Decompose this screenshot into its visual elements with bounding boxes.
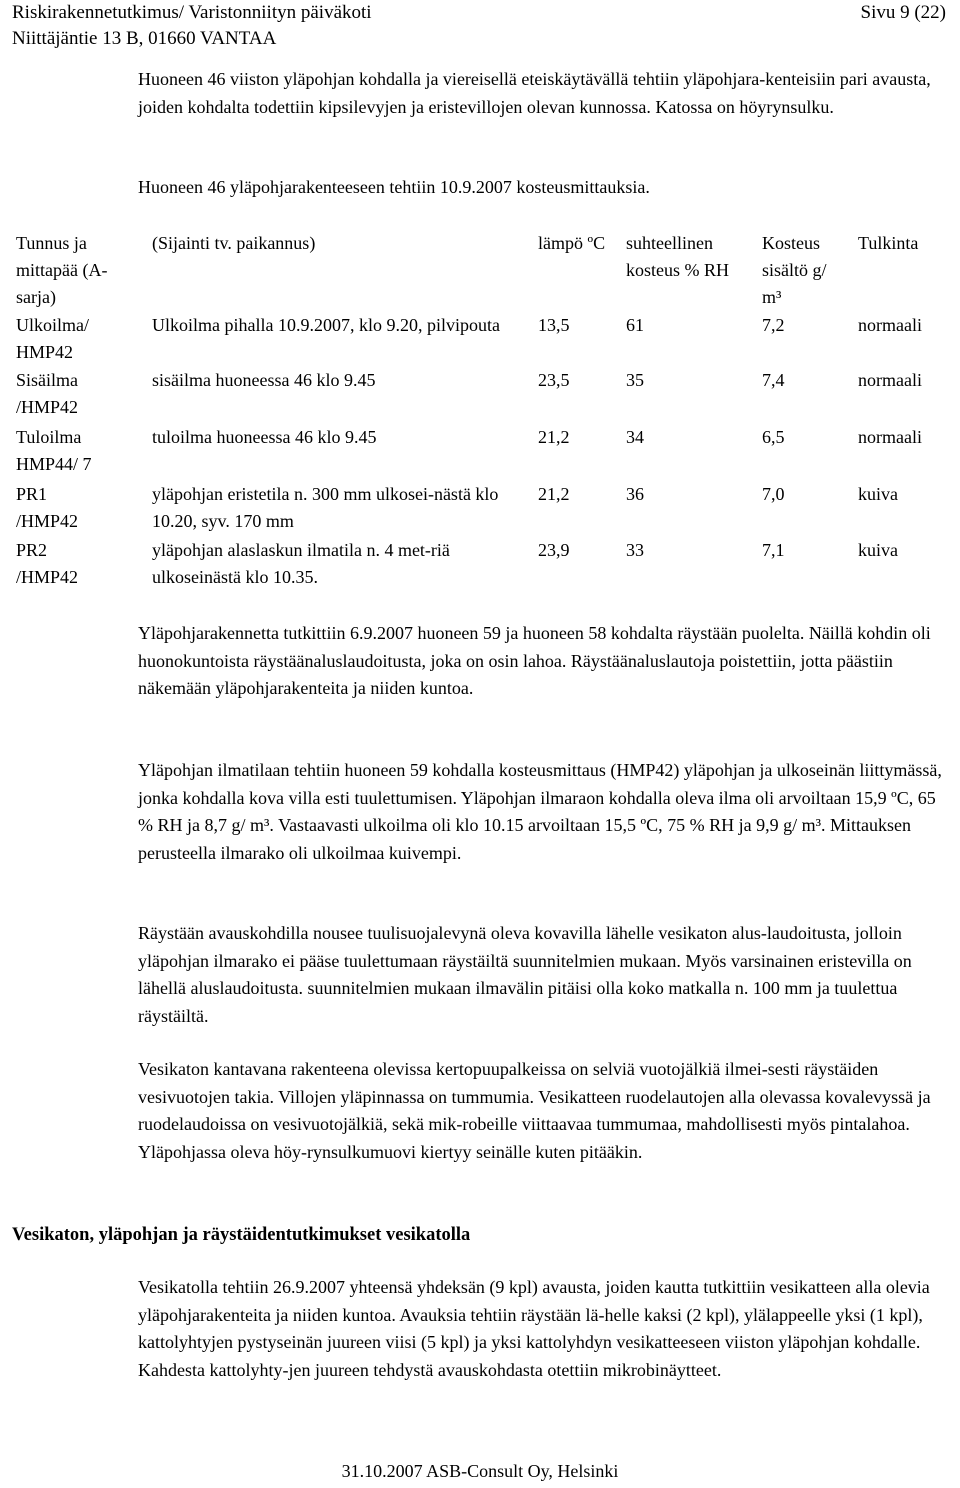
th-content: Kosteus sisältö g/ m³: [762, 233, 827, 307]
row-temp: 23,9: [538, 540, 570, 560]
row-content: 7,0: [762, 484, 785, 504]
paragraph-1: Yläpohjarakennetta tutkittiin 6.9.2007 huoneen 59 ja huoneen 58 kohdalta räystään puolelta. Näillä kohdin oli huonokuntoista räystäänaluslaudoitusta, joka on osin lahoa. Räystäänaluslautoja poistettiin, jotta päästiin näkemään yläpohjarakenteita ja niiden kuntoa.: [138, 623, 931, 698]
row-temp: 23,5: [538, 370, 570, 390]
row-rh: 61: [626, 315, 644, 335]
intro-measurement-note: Huoneen 46 yläpohjarakenteeseen tehtiin 10.9.2007 kosteusmittauksia.: [138, 177, 650, 197]
row-id: PR1 /HMP42: [16, 484, 79, 531]
header-title: Riskirakennetutkimus/ Varistonniityn päiväkoti: [12, 2, 372, 23]
row-location: yläpohjan alaslaskun ilmatila n. 4 met-riä ulkoseinästä klo 10.35.: [152, 540, 450, 587]
row-rh: 34: [626, 427, 644, 447]
row-id: PR2 /HMP42: [16, 540, 79, 587]
row-interp: kuiva: [858, 484, 898, 504]
row-content: 7,2: [762, 315, 785, 335]
th-temp: lämpö ºC: [538, 233, 606, 253]
row-temp: 13,5: [538, 315, 570, 335]
row-location: Ulkoilma pihalla 10.9.2007, klo 9.20, pilvipouta: [152, 315, 500, 335]
page-number: Sivu 9 (22): [860, 2, 946, 23]
header-address: Niittäjäntie 13 B, 01660 VANTAA: [12, 28, 277, 49]
row-content: 7,1: [762, 540, 785, 560]
paragraph-4: Vesikaton kantavana rakenteena olevissa kertopuupalkeissa on selviä vuotojälkiä ilmei-sesti räystäiden vesivuotojen takia. Villojen yläpinnassa on tummumia. Vesikatteen ruodelautojen alla olevassa kovalevyssä ja ruodelaudoissa on vesivuotojälkiä, sekä mik-robeille viittaavaa tummumaa, mahdollisesti myös pintalahoa. Yläpohjassa oleva höy-rynsulkumuovi kiertyy seinälle kuten pitääkin.: [138, 1059, 931, 1162]
th-rh: suhteellinen kosteus % RH: [626, 233, 729, 280]
row-interp: kuiva: [858, 540, 898, 560]
paragraph-3: Räystään avauskohdilla nousee tuulisuojalevynä oleva kovavilla lähelle vesikaton alus-laudoitusta, jolloin yläpohjan ilmarako ei pääse tuulettumaan räystäiltä suunnitelmien mukaan. Myös varsinainen eristevilla on lähellä aluslaudoitusta. suunnitelmien mukaan ilmavälin pitäisi olla koko matkalla n. 100 mm ja tuulettua räystäiltä.: [138, 923, 912, 1026]
row-location: sisäilma huoneessa 46 klo 9.45: [152, 370, 376, 390]
row-rh: 35: [626, 370, 644, 390]
row-rh: 33: [626, 540, 644, 560]
row-interp: normaali: [858, 315, 922, 335]
intro-paragraph: Huoneen 46 viiston yläpohjan kohdalla ja viereisellä eteiskäytävällä tehtiin yläpohjara-kenteisiin pari avausta, joiden kohdalta todettiin kipsilevyjen ja eristevillojen olevan kunnossa. Katossa on höyrynsulku.: [138, 69, 931, 117]
footer: 31.10.2007 ASB-Consult Oy, Helsinki: [341, 1461, 619, 1481]
th-location: (Sijainti tv. paikannus): [152, 233, 316, 253]
row-id: Sisäilma /HMP42: [16, 370, 79, 417]
section-heading: Vesikaton, yläpohjan ja räystäidentutkimukset vesikatolla: [12, 1225, 471, 1245]
row-content: 7,4: [762, 370, 785, 390]
section-paragraph: Vesikatolla tehtiin 26.9.2007 yhteensä yhdeksän (9 kpl) avausta, joiden kautta tutkittiin vesikatteen alla olevia yläpohjarakenteita ja niiden kuntoa. Avauksia tehtiin räystään lä-helle kaksi (2 kpl), ylälappeelle yksi (1 kpl), kattolyhtyjen pystyseinän juureen viisi (5 kpl) ja yksi kattolyhdyn vesikatteeseen viiston yläpohjan kohdalle. Kahdesta kattolyhty-jen juureen tehdystä avauskohdasta otettiin mikrobinäytteet.: [138, 1277, 930, 1380]
th-id: Tunnus ja mittapää (A-sarja): [16, 233, 108, 307]
paragraph-2: Yläpohjan ilmatilaan tehtiin huoneen 59 kohdalla kosteusmittaus (HMP42) yläpohjan ja ulkoseinän liittymässä, jonka kohdalla kova villa esti tuulettumisen. Yläpohjan ilmaraon kohdalla oleva ilma oli arvoiltaan 15,9 ºC, 65 % RH ja 8,7 g/ m³. Vastaavasti ulkoilma oli klo 10.15 arvoiltaan 15,5 ºC, 75 % RH ja 9,9 g/ m³. Mittauksen perusteella ilmarako oli ulkoilmaa kuivempi.: [138, 760, 942, 863]
row-id: Tuloilma HMP44/ 7: [16, 427, 92, 474]
row-rh: 36: [626, 484, 644, 504]
row-location: tuloilma huoneessa 46 klo 9.45: [152, 427, 377, 447]
row-id: Ulkoilma/ HMP42: [16, 315, 89, 362]
row-content: 6,5: [762, 427, 785, 447]
row-interp: normaali: [858, 427, 922, 447]
row-location: yläpohjan eristetila n. 300 mm ulkosei-nästä klo 10.20, syv. 170 mm: [152, 484, 499, 531]
th-interp: Tulkinta: [858, 233, 919, 253]
row-temp: 21,2: [538, 484, 570, 504]
row-interp: normaali: [858, 370, 922, 390]
row-temp: 21,2: [538, 427, 570, 447]
